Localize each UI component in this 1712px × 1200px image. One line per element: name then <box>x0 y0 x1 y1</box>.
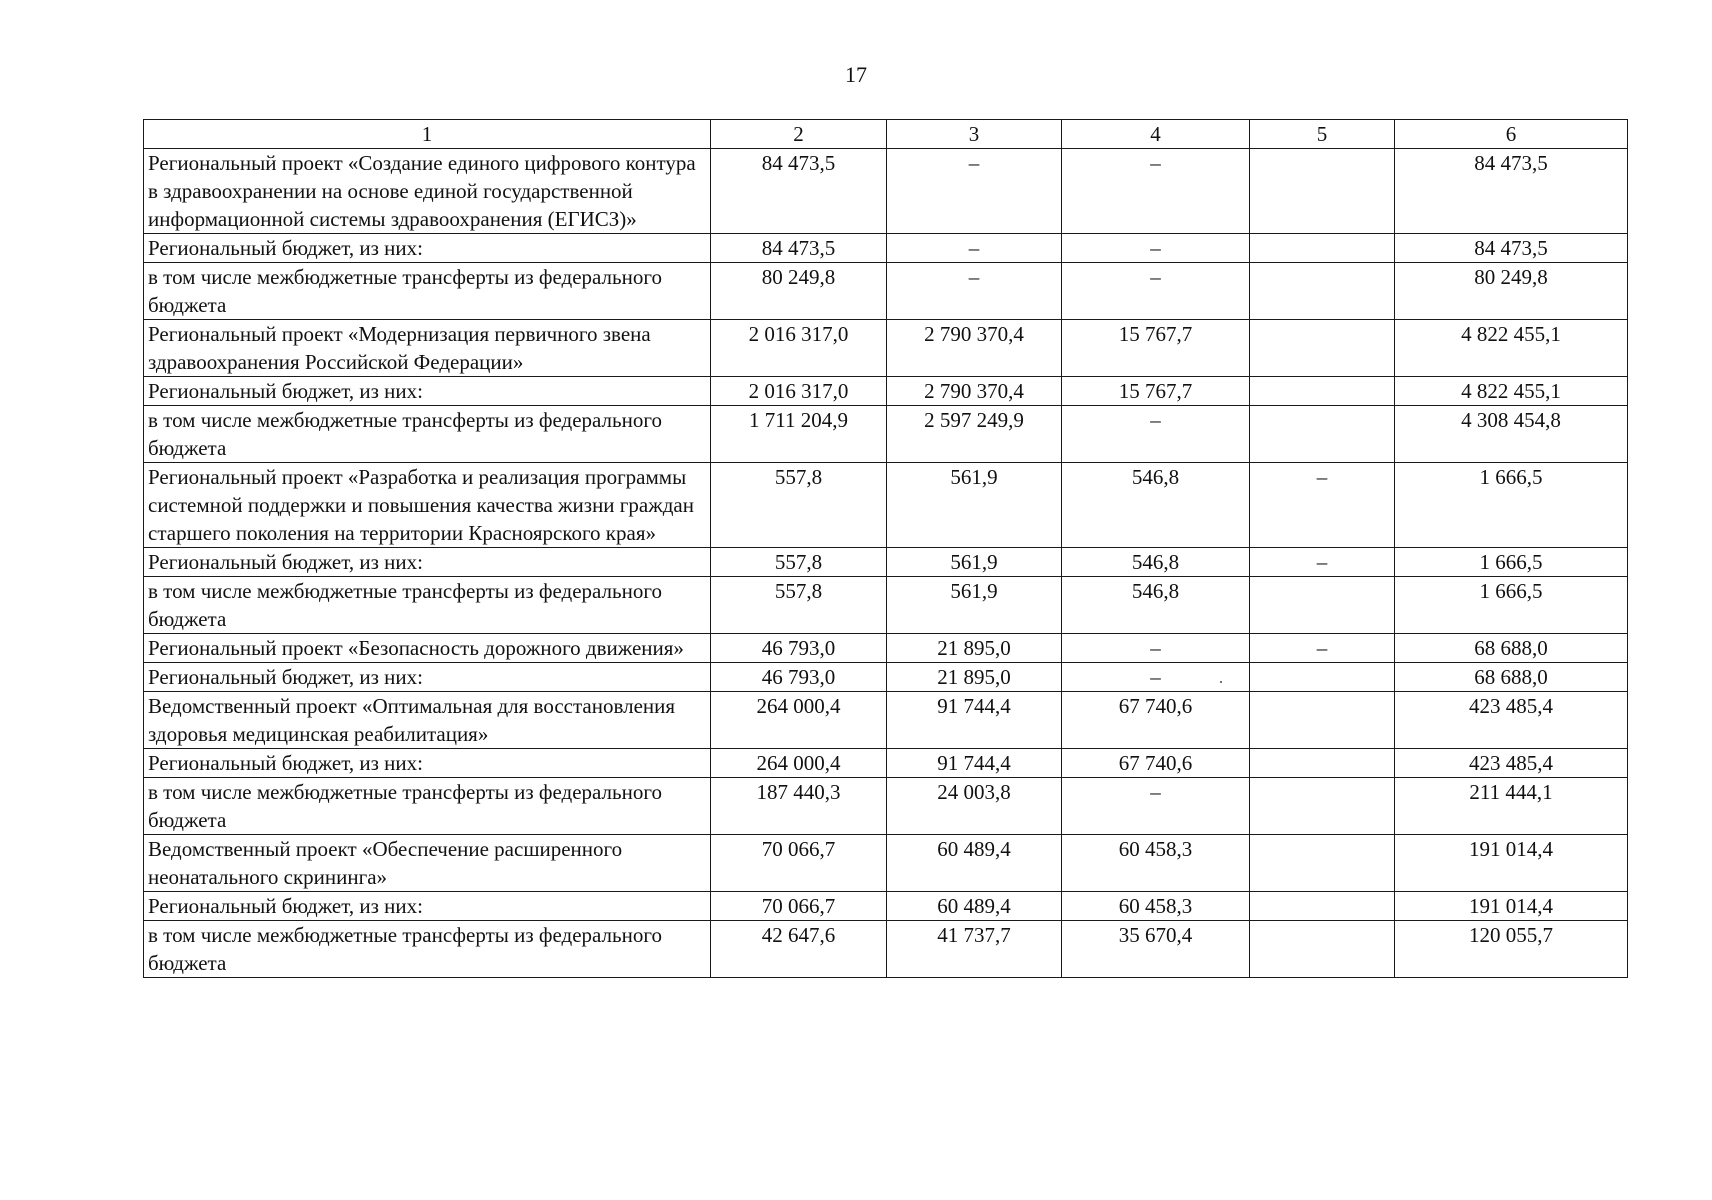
cell-value: 423 485,4 <box>1395 749 1628 778</box>
cell-value: 264 000,4 <box>711 692 887 749</box>
cell-value: 1 666,5 <box>1395 577 1628 634</box>
cell-value: – <box>887 149 1062 234</box>
cell-value: 557,8 <box>711 548 887 577</box>
row-label: Региональный проект «Разработка и реализация программы системной поддержки и повышения качества жизни граждан старшего поколения на территории Красноярского края» <box>144 463 711 548</box>
cell-value: 2 016 317,0 <box>711 377 887 406</box>
cell-value: 561,9 <box>887 463 1062 548</box>
cell-value: 84 473,5 <box>1395 149 1628 234</box>
cell-value: 546,8 <box>1062 548 1250 577</box>
cell-value: 4 822 455,1 <box>1395 377 1628 406</box>
cell-value: 84 473,5 <box>711 234 887 263</box>
table-row <box>144 663 1628 692</box>
cell-value: 2 790 370,4 <box>887 320 1062 377</box>
cell-value: 2 016 317,0 <box>711 320 887 377</box>
cell-value: 60 489,4 <box>887 892 1062 921</box>
cell-value: 120 055,7 <box>1395 921 1628 978</box>
table-row <box>144 692 1628 749</box>
table-row <box>144 263 1628 320</box>
table-row <box>144 892 1628 921</box>
cell-value <box>1250 692 1395 749</box>
cell-value <box>1250 263 1395 320</box>
row-label: в том числе межбюджетные трансферты из федерального бюджета <box>144 577 711 634</box>
cell-value: – <box>887 234 1062 263</box>
cell-value: 60 489,4 <box>887 835 1062 892</box>
cell-value: 423 485,4 <box>1395 692 1628 749</box>
column-header: 6 <box>1395 120 1628 149</box>
row-label: Региональный проект «Безопасность дорожного движения» <box>144 634 711 663</box>
cell-value: 84 473,5 <box>1395 234 1628 263</box>
cell-value: 91 744,4 <box>887 749 1062 778</box>
column-header: 5 <box>1250 120 1395 149</box>
row-label: Ведомственный проект «Оптимальная для восстановления здоровья медицинская реабилитация» <box>144 692 711 749</box>
row-label: Региональный бюджет, из них: <box>144 892 711 921</box>
column-header: 1 <box>144 120 711 149</box>
cell-value: 35 670,4 <box>1062 921 1250 978</box>
cell-value: 80 249,8 <box>1395 263 1628 320</box>
cell-value: 211 444,1 <box>1395 778 1628 835</box>
cell-value: – <box>1062 634 1250 663</box>
cell-value: 546,8 <box>1062 463 1250 548</box>
cell-value: 264 000,4 <box>711 749 887 778</box>
cell-value: 68 688,0 <box>1395 663 1628 692</box>
cell-value: 91 744,4 <box>887 692 1062 749</box>
cell-value: 191 014,4 <box>1395 835 1628 892</box>
row-label: Ведомственный проект «Обеспечение расширенного неонатального скрининга» <box>144 835 711 892</box>
cell-value: – <box>1062 263 1250 320</box>
cell-value: – <box>1250 463 1395 548</box>
column-header: 4 <box>1062 120 1250 149</box>
cell-value <box>1250 149 1395 234</box>
table-row <box>144 463 1628 548</box>
cell-value: 557,8 <box>711 463 887 548</box>
row-label: в том числе межбюджетные трансферты из федерального бюджета <box>144 406 711 463</box>
row-label: Региональный проект «Модернизация первичного звена здравоохранения Российской Федерации» <box>144 320 711 377</box>
table-row <box>144 634 1628 663</box>
cell-value: 60 458,3 <box>1062 835 1250 892</box>
cell-value: 67 740,6 <box>1062 749 1250 778</box>
cell-value <box>1250 749 1395 778</box>
cell-value <box>1250 921 1395 978</box>
row-label: в том числе межбюджетные трансферты из федерального бюджета <box>144 921 711 978</box>
cell-value <box>1250 663 1395 692</box>
cell-value: 41 737,7 <box>887 921 1062 978</box>
cell-value: – <box>1250 634 1395 663</box>
cell-value: 46 793,0 <box>711 634 887 663</box>
table-row <box>144 149 1628 234</box>
cell-value: 2 790 370,4 <box>887 377 1062 406</box>
cell-value: 561,9 <box>887 577 1062 634</box>
cell-value: 46 793,0 <box>711 663 887 692</box>
cell-value: 80 249,8 <box>711 263 887 320</box>
cell-value <box>1250 234 1395 263</box>
table-row <box>144 835 1628 892</box>
cell-value: 70 066,7 <box>711 835 887 892</box>
column-header: 2 <box>711 120 887 149</box>
table-row <box>144 577 1628 634</box>
row-label: Региональный бюджет, из них: <box>144 377 711 406</box>
cell-value <box>1250 835 1395 892</box>
table-header-row <box>144 120 1628 149</box>
cell-value: 60 458,3 <box>1062 892 1250 921</box>
row-label: в том числе межбюджетные трансферты из федерального бюджета <box>144 263 711 320</box>
page-number: 17 <box>845 62 867 87</box>
table-row <box>144 548 1628 577</box>
row-label: Региональный бюджет, из них: <box>144 548 711 577</box>
row-label: Региональный бюджет, из них: <box>144 663 711 692</box>
cell-value: 557,8 <box>711 577 887 634</box>
cell-value: 84 473,5 <box>711 149 887 234</box>
cell-value: 1 666,5 <box>1395 463 1628 548</box>
row-label: Региональный проект «Создание единого цифрового контура в здравоохранении на основе единой государственной информационной системы здравоохранения (ЕГИСЗ)» <box>144 149 711 234</box>
cell-value <box>1250 320 1395 377</box>
cell-value: 2 597 249,9 <box>887 406 1062 463</box>
cell-value: – <box>1250 548 1395 577</box>
table-row <box>144 921 1628 978</box>
cell-value: 1 666,5 <box>1395 548 1628 577</box>
cell-value: – <box>1062 778 1250 835</box>
row-label: в том числе межбюджетные трансферты из федерального бюджета <box>144 778 711 835</box>
cell-value <box>1250 406 1395 463</box>
cell-value: 42 647,6 <box>711 921 887 978</box>
cell-value: 21 895,0 <box>887 663 1062 692</box>
budget-table <box>143 119 1628 978</box>
cell-value: 1 711 204,9 <box>711 406 887 463</box>
cell-value: 546,8 <box>1062 577 1250 634</box>
cell-value: – <box>887 263 1062 320</box>
cell-value: 187 440,3 <box>711 778 887 835</box>
table-row <box>144 320 1628 377</box>
cell-value: – <box>1062 663 1250 692</box>
column-header: 3 <box>887 120 1062 149</box>
cell-value: 191 014,4 <box>1395 892 1628 921</box>
table-row <box>144 406 1628 463</box>
cell-value <box>1250 892 1395 921</box>
cell-value: 24 003,8 <box>887 778 1062 835</box>
cell-value: – <box>1062 149 1250 234</box>
cell-value: 4 822 455,1 <box>1395 320 1628 377</box>
cell-value: 70 066,7 <box>711 892 887 921</box>
table-row <box>144 749 1628 778</box>
cell-value <box>1250 778 1395 835</box>
table-row <box>144 377 1628 406</box>
table-row <box>144 234 1628 263</box>
cell-value: 15 767,7 <box>1062 377 1250 406</box>
scan-speck <box>1220 681 1222 683</box>
cell-value: 21 895,0 <box>887 634 1062 663</box>
cell-value: – <box>1062 406 1250 463</box>
cell-value <box>1250 577 1395 634</box>
cell-value: 561,9 <box>887 548 1062 577</box>
cell-value: 68 688,0 <box>1395 634 1628 663</box>
cell-value <box>1250 377 1395 406</box>
table-row <box>144 778 1628 835</box>
row-label: Региональный бюджет, из них: <box>144 749 711 778</box>
cell-value: – <box>1062 234 1250 263</box>
cell-value: 67 740,6 <box>1062 692 1250 749</box>
cell-value: 4 308 454,8 <box>1395 406 1628 463</box>
cell-value: 15 767,7 <box>1062 320 1250 377</box>
row-label: Региональный бюджет, из них: <box>144 234 711 263</box>
